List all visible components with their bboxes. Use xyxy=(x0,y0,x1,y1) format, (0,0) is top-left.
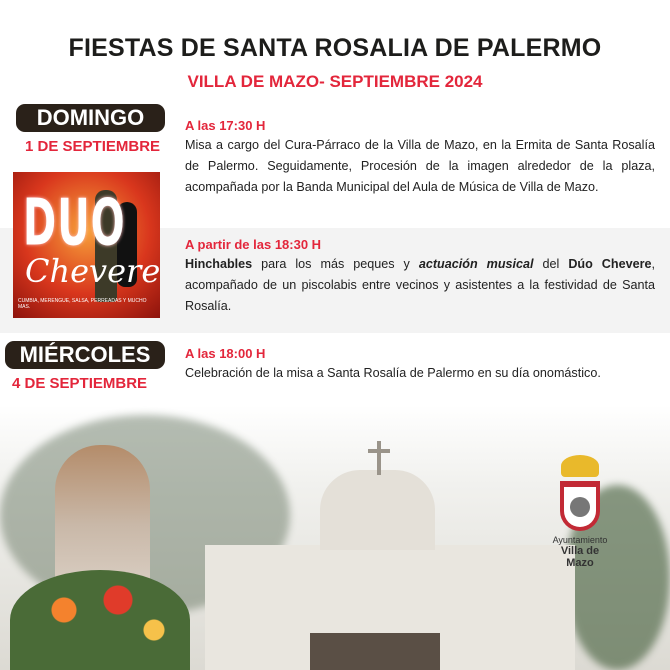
event-text: Misa a cargo del Cura-Párraco de la Villa de Mazo, en la Ermita de Santa Rosalía de Palermo. Seguidamente, Procesión de la imagen alrededor de la plaza, acompañada por la Banda Municipal del Aula de Música de Villa de Mazo. xyxy=(185,138,655,194)
poster-script: Chevere xyxy=(25,252,160,290)
event-text: Celebración de la misa a Santa Rosalía de Palermo en su día onomástico. xyxy=(185,366,601,380)
event-time: A partir de las 18:30 H xyxy=(185,237,322,252)
text: para los más peques y xyxy=(252,257,419,271)
poster-genres: CUMBIA, MERENGUE, SALSA, PERREADAS Y MUCHO MAS. xyxy=(18,298,147,310)
event-text xyxy=(185,254,655,317)
date-miercoles: 4 DE SEPTIEMBRE xyxy=(12,375,148,392)
bold-italic-text: actuación musical xyxy=(418,257,534,271)
page-title: FIESTAS DE SANTA ROSALIA DE PALERMO xyxy=(68,34,602,62)
ayuntamiento-logo xyxy=(550,455,610,569)
date-domingo: 1 DE SEPTIEMBRE xyxy=(25,138,161,155)
cross-bar xyxy=(368,449,390,453)
event-time: A las 18:00 H xyxy=(185,346,266,361)
text: del xyxy=(533,257,569,271)
shield-icon xyxy=(560,481,600,531)
duo-chevere-poster xyxy=(13,172,160,318)
logo-line2: Villa de Mazo xyxy=(560,545,600,569)
flowers xyxy=(10,570,190,670)
event-time: A las 17:30 H xyxy=(185,118,266,133)
logo-line1: Ayuntamiento xyxy=(552,535,608,545)
cross-icon xyxy=(377,441,381,475)
chapel-door xyxy=(310,633,440,670)
page-subtitle: VILLA DE MAZO- SEPTIEMBRE 2024 xyxy=(187,72,483,91)
crown-icon xyxy=(561,455,599,477)
bold-text: Hinchables xyxy=(185,257,253,271)
day-badge-domingo: DOMINGO xyxy=(16,104,165,132)
day-badge-miercoles: MIÉRCOLES xyxy=(5,341,165,369)
poster-title: DUO xyxy=(23,187,126,261)
text: , acompañado de un piscolabis entre vecinos y asistentes a la festividad de Santa Rosalía. xyxy=(185,257,656,313)
bold-text: Dúo Chevere xyxy=(568,257,652,271)
bell-tower xyxy=(320,470,435,550)
